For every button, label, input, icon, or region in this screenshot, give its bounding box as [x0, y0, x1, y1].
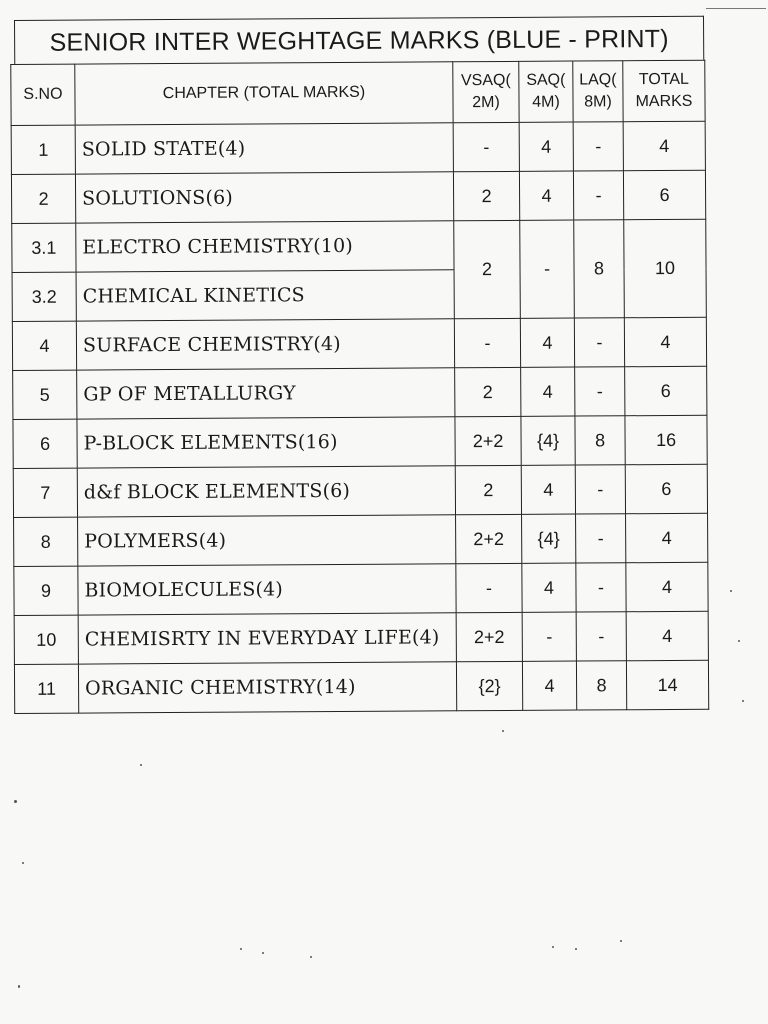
- row-total: 4: [626, 513, 708, 563]
- scan-speck: [575, 948, 577, 950]
- marks-table: [10, 60, 709, 714]
- row-sno: 6: [13, 419, 77, 468]
- header-vsaq: [453, 61, 519, 122]
- row-total: 4: [623, 121, 705, 170]
- row-sno: 9: [14, 566, 78, 615]
- row-vsaq: 2: [454, 220, 521, 318]
- row-chapter: P-BLOCK ELEMENTS(16): [77, 417, 455, 468]
- header-laq-line1: LAQ(: [579, 71, 617, 89]
- row-vsaq: 2: [455, 465, 521, 514]
- row-chapter: SURFACE CHEMISTRY(4): [76, 319, 454, 370]
- row-laq: -: [576, 514, 626, 563]
- header-saq-line1: SAQ(: [526, 71, 566, 89]
- row-total: 10: [624, 219, 707, 317]
- row-total: 6: [625, 464, 707, 514]
- scan-speck: [706, 8, 766, 9]
- scan-speck: [730, 590, 732, 592]
- page-title: SENIOR INTER WEGHTAGE MARKS (BLUE - PRINT): [14, 16, 704, 64]
- row-total: 6: [625, 366, 707, 415]
- row-total: 4: [624, 317, 706, 366]
- row-saq: {4}: [522, 514, 576, 563]
- row-laq: 8: [574, 220, 625, 318]
- scan-speck: [140, 764, 142, 766]
- row-laq: 8: [575, 416, 625, 465]
- row-saq: 4: [522, 563, 576, 612]
- row-laq: 8: [576, 661, 626, 710]
- row-chapter: ORGANIC CHEMISTRY(14): [78, 662, 456, 713]
- row-sno: 3.1: [12, 223, 76, 272]
- row-vsaq: 2+2: [455, 416, 521, 465]
- scan-speck: [742, 700, 744, 702]
- row-sno: 7: [13, 468, 77, 517]
- row-laq: -: [576, 612, 626, 661]
- header-row: [11, 60, 705, 125]
- scan-speck: [240, 948, 242, 950]
- row-chapter: SOLUTIONS(6): [75, 172, 453, 223]
- row-sno: 8: [14, 517, 78, 566]
- row-sno: 10: [14, 615, 78, 664]
- row-saq: {4}: [521, 416, 575, 465]
- row-saq: -: [520, 220, 575, 318]
- row-vsaq: {2}: [456, 661, 522, 710]
- row-saq: 4: [519, 122, 573, 171]
- table-row: [13, 415, 707, 468]
- header-chapter: CHAPTER (TOTAL MARKS): [75, 62, 453, 125]
- scan-speck: [18, 985, 20, 988]
- row-sno: 3.2: [12, 272, 76, 321]
- table-row: [14, 660, 708, 713]
- table-row: [11, 121, 705, 174]
- row-sno: 1: [11, 125, 75, 174]
- header-total: [623, 60, 705, 121]
- table-row: [12, 219, 706, 272]
- blueprint-sheet: [10, 16, 708, 714]
- scan-speck: [22, 862, 24, 864]
- row-saq: 4: [521, 367, 575, 416]
- row-sno: 4: [12, 321, 76, 370]
- scan-speck: [620, 940, 622, 942]
- header-laq: [573, 61, 623, 122]
- row-saq: 4: [521, 465, 575, 514]
- table-row: [14, 562, 708, 615]
- header-total-line1: TOTAL: [638, 70, 689, 89]
- row-saq: 4: [522, 661, 576, 710]
- table-row: [12, 317, 706, 370]
- header-vsaq-line2: 2M): [472, 94, 500, 112]
- row-vsaq: 2: [453, 171, 519, 220]
- row-laq: -: [573, 122, 623, 171]
- row-total: 4: [626, 611, 708, 661]
- row-saq: 4: [519, 171, 573, 220]
- table-row: [14, 513, 708, 566]
- row-vsaq: 2+2: [456, 514, 522, 563]
- table-row: [14, 611, 708, 664]
- scan-speck: [310, 956, 312, 958]
- row-chapter: ELECTRO CHEMISTRY(10): [76, 221, 454, 272]
- row-vsaq: -: [456, 563, 522, 612]
- row-total: 6: [623, 170, 705, 220]
- row-total: 4: [626, 562, 708, 612]
- row-chapter: CHEMISRTY IN EVERYDAY LIFE(4): [78, 613, 456, 664]
- table-row: [13, 464, 707, 517]
- scan-speck: [14, 800, 17, 803]
- row-vsaq: 2: [455, 367, 521, 416]
- row-total: 14: [626, 660, 708, 710]
- row-sno: 11: [14, 664, 78, 713]
- row-vsaq: -: [454, 318, 520, 367]
- row-chapter: POLYMERS(4): [78, 515, 456, 566]
- row-saq: -: [522, 612, 576, 661]
- scan-speck: [502, 730, 504, 732]
- table-row: [13, 366, 707, 419]
- row-laq: -: [574, 318, 624, 367]
- row-chapter: GP OF METALLURGY: [77, 368, 455, 419]
- scan-speck: [738, 640, 740, 642]
- row-laq: -: [575, 465, 625, 514]
- header-saq: [519, 61, 573, 122]
- header-sno: S.NO: [11, 64, 75, 125]
- row-chapter: d&f BLOCK ELEMENTS(6): [77, 466, 455, 517]
- row-laq: -: [573, 171, 623, 220]
- scan-speck: [262, 952, 264, 954]
- row-chapter: BIOMOLECULES(4): [78, 564, 456, 615]
- header-vsaq-line1: VSAQ(: [460, 71, 511, 90]
- row-total: 16: [625, 415, 707, 464]
- row-laq: -: [575, 367, 625, 416]
- header-total-line2: MARKS: [635, 92, 693, 111]
- row-vsaq: -: [453, 122, 519, 171]
- table-row: [11, 170, 705, 223]
- header-laq-line2: 8M): [584, 93, 612, 111]
- row-chapter: SOLID STATE(4): [75, 123, 453, 174]
- row-vsaq: 2+2: [456, 612, 522, 661]
- row-laq: -: [576, 563, 626, 612]
- header-saq-line2: 4M): [532, 93, 560, 111]
- row-saq: 4: [520, 318, 574, 367]
- row-chapter: CHEMICAL KINETICS: [76, 270, 454, 321]
- scan-speck: [552, 946, 554, 948]
- row-sno: 5: [13, 370, 77, 419]
- row-sno: 2: [11, 174, 75, 223]
